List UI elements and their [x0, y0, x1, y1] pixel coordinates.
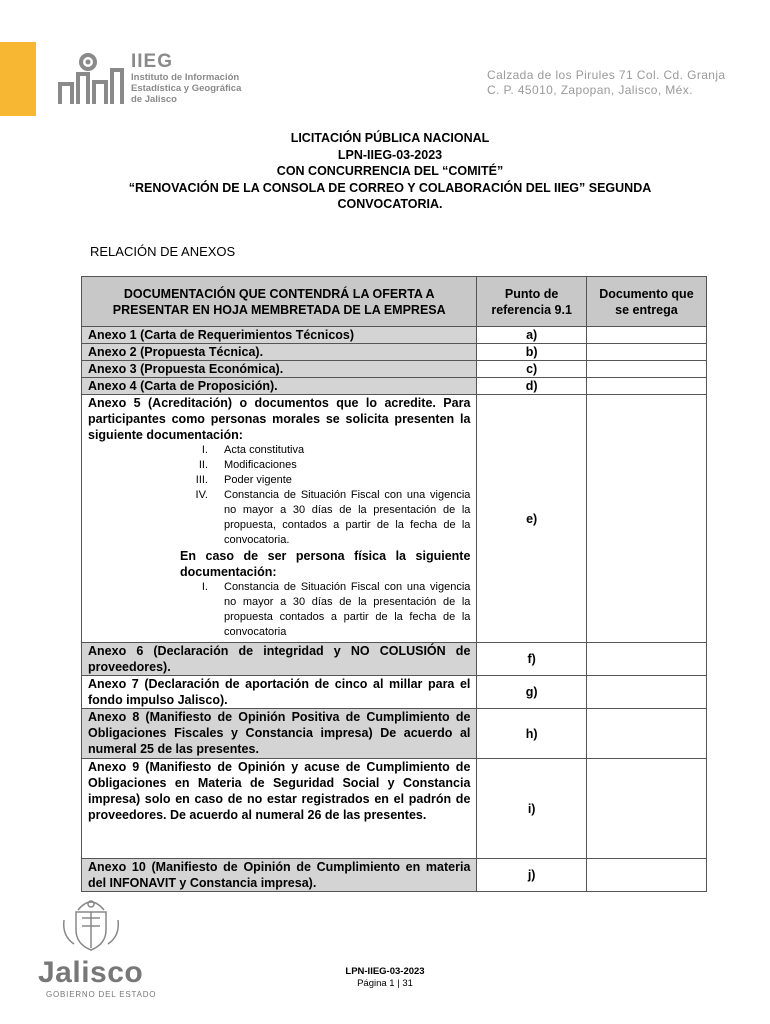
table-row — [82, 709, 707, 759]
title-line: LICITACIÓN PÚBLICA NACIONAL — [290, 131, 490, 145]
table-header-row — [82, 277, 707, 327]
annex-5-intro: Anexo 5 (Acreditación) o documentos que lo acredite. Para participantes como personas morales se solicita presenten la siguiente documentación: — [88, 396, 471, 442]
annex-description: Anexo 2 (Propuesta Técnica). — [82, 344, 477, 361]
annex-description: Anexo 1 (Carta de Requerimientos Técnicos) — [82, 327, 477, 344]
item-number: II. — [198, 459, 208, 471]
annex-description: Anexo 10 (Manifiesto de Opinión de Cumplimiento en materia del INFONAVIT y Constancia impresa). — [82, 859, 477, 892]
item-text: Poder vigente — [224, 474, 292, 486]
column-header: Documento que se entrega — [586, 277, 706, 327]
table-row — [82, 344, 707, 361]
title-line: “RENOVACIÓN DE LA CONSOLA DE CORREO Y COLABORACIÓN DEL IIEG” SEGUNDA CONVOCATORIA. — [128, 180, 652, 211]
section-heading: RELACIÓN DE ANEXOS — [90, 244, 236, 259]
address-line: Calzada de los Pirules 71 Col. Cd. Granja — [487, 68, 726, 82]
item-text: Constancia de Situación Fiscal con una vigencia no mayor a 30 días de la presentación de la propuesta, contados a partir de la fecha de la convocatoria. — [224, 489, 471, 546]
annex-reference: h) — [477, 709, 586, 759]
annex-reference: a) — [477, 327, 586, 344]
delivered-cell — [586, 859, 706, 892]
table-row — [82, 395, 707, 643]
table-row — [82, 378, 707, 395]
annex-description: Anexo 7 (Declaración de aportación de cinco al millar para el fondo impulso Jalisco). — [82, 676, 477, 709]
delivered-cell — [586, 327, 706, 344]
logo-sub-line: Instituto de Información — [131, 72, 240, 83]
annex-reference: f) — [477, 643, 586, 676]
column-header: Punto de referencia 9.1 — [477, 277, 586, 327]
table-row — [82, 859, 707, 892]
delivered-cell — [586, 676, 706, 709]
annex-reference: j) — [477, 859, 586, 892]
table-row — [82, 676, 707, 709]
address-line: C. P. 45010, Zapopan, Jalisco, Méx. — [487, 83, 693, 97]
gobierno-text: GOBIERNO DEL ESTADO — [46, 990, 157, 999]
moral-docs-list — [88, 443, 470, 548]
table-row — [82, 327, 707, 344]
annex-reference: e) — [477, 395, 586, 643]
delivered-cell — [586, 378, 706, 395]
annex-description: Anexo 4 (Carta de Proposición). — [82, 378, 477, 395]
item-text: Modificaciones — [224, 459, 297, 471]
delivered-cell — [586, 361, 706, 378]
document-title — [80, 130, 700, 213]
list-item — [88, 473, 470, 488]
item-number: IV. — [195, 489, 208, 501]
accent-bar — [0, 42, 36, 116]
annex-reference: c) — [477, 361, 586, 378]
item-number: I. — [201, 444, 208, 456]
logo-name: IIEG — [131, 51, 174, 72]
logo-sub-line: de Jalisco — [131, 94, 177, 105]
annex-5-description — [82, 395, 477, 643]
iieg-logo-text — [131, 52, 241, 105]
page-number: Página 1 | 31 — [357, 977, 413, 989]
delivered-cell — [586, 395, 706, 643]
column-header: DOCUMENTACIÓN QUE CONTENDRÁ LA OFERTA A PRESENTAR EN HOJA MEMBRETADA DE LA EMPRESA — [82, 277, 477, 327]
address — [487, 68, 726, 98]
delivered-cell — [586, 759, 706, 859]
annex-reference: d) — [477, 378, 586, 395]
footer-code: LPN-IIEG-03-2023 — [345, 966, 425, 977]
item-text: Constancia de Situación Fiscal con una vigencia no mayor a 30 días de la presentación de la propuesta contados a partir de la fecha de la convocatoria — [224, 581, 471, 638]
jalisco-wordmark: Jalisco — [38, 956, 144, 989]
title-line: CON CONCURRENCIA DEL “COMITÉ” — [276, 164, 504, 178]
list-item — [88, 488, 470, 548]
page-footer — [300, 966, 470, 989]
table-row — [82, 361, 707, 378]
list-item — [88, 443, 470, 458]
fisica-heading: En caso de ser persona física la siguiente documentación: — [180, 549, 471, 579]
item-text: Acta constitutiva — [224, 444, 305, 456]
list-item — [88, 458, 470, 473]
jalisco-seal-icon — [60, 896, 122, 952]
annex-reference: b) — [477, 344, 586, 361]
logo-sub-line: Estadística y Geográfica — [131, 83, 242, 94]
delivered-cell — [586, 643, 706, 676]
table-row — [82, 643, 707, 676]
annex-description: Anexo 9 (Manifiesto de Opinión y acuse de Cumplimiento de Obligaciones en Materia de Seguridad Social y Constancia impresa) solo en caso de no estar registrados en el padrón de proveedores. De acuerdo al numeral 26 de las presentes. — [82, 759, 477, 859]
annex-description: Anexo 8 (Manifiesto de Opinión Positiva de Cumplimiento de Obligaciones Fiscales y Constancia impresa) De acuerdo al numeral 25 de las presentes. — [82, 709, 477, 759]
item-number: I. — [201, 581, 208, 593]
annex-reference: i) — [477, 759, 586, 859]
list-item — [88, 580, 470, 640]
table-row — [82, 759, 707, 859]
iieg-logo-icon — [58, 52, 124, 106]
delivered-cell — [586, 344, 706, 361]
title-line: LPN-IIEG-03-2023 — [337, 147, 443, 162]
annex-table — [81, 276, 707, 892]
delivered-cell — [586, 709, 706, 759]
item-number: III. — [195, 474, 208, 486]
annex-description: Anexo 6 (Declaración de integridad y NO COLUSIÓN de proveedores). — [82, 643, 477, 676]
fisica-docs-list — [88, 580, 470, 640]
annex-description: Anexo 3 (Propuesta Económica). — [82, 361, 477, 378]
annex-reference: g) — [477, 676, 586, 709]
